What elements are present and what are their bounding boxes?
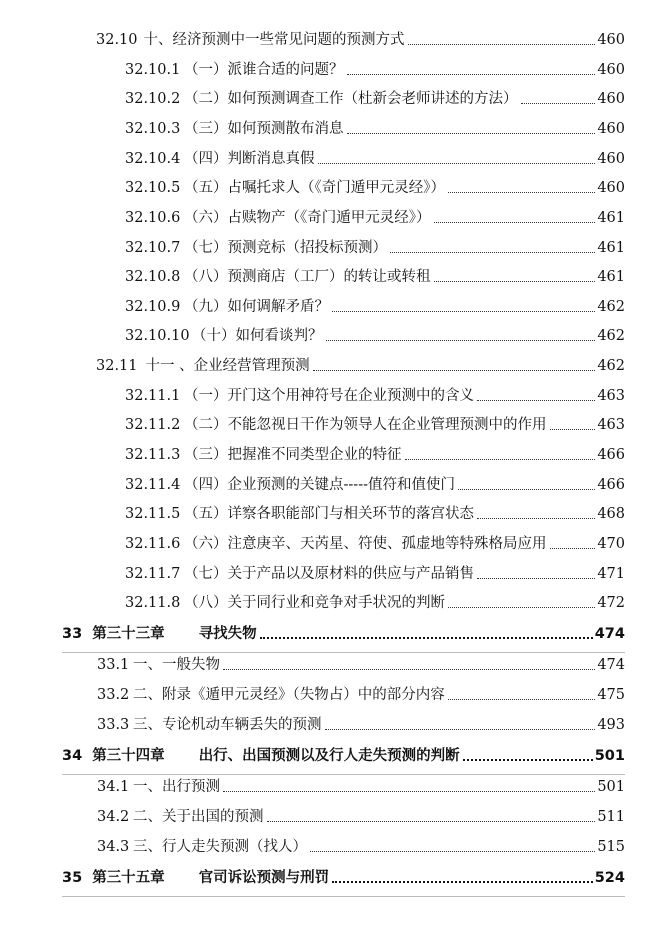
toc-entry-title: （四）企业预测的关键点-----值符和值使门 [184, 477, 455, 493]
dot-leader [313, 370, 596, 371]
toc-entry-number: 32.10.1 [125, 62, 181, 78]
dot-leader [223, 791, 595, 792]
toc-entry-title: （八）预测商店（工厂）的转让或转租 [184, 269, 431, 285]
dot-leader [390, 252, 595, 253]
toc-entry-page: 460 [597, 151, 625, 167]
toc-chapter[interactable] [62, 747, 625, 765]
toc-chapter[interactable] [62, 625, 625, 643]
toc-chapter-number: 34 [62, 748, 83, 764]
toc-entry-page: 462 [597, 358, 625, 374]
toc-entry-page: 493 [597, 717, 625, 733]
toc-entry-number: 34.1 [97, 779, 130, 795]
toc-entry-number: 32.10.8 [125, 269, 181, 285]
toc-entry-page: 461 [597, 210, 625, 226]
toc-entry-title: 三、专论机动车辆丢失的预测 [133, 717, 322, 733]
dot-leader [318, 163, 596, 164]
toc-entry-number: 33.1 [97, 657, 130, 673]
dot-leader [550, 429, 596, 430]
toc-entry[interactable] [125, 446, 625, 464]
toc-entry-number: 32.11.2 [125, 417, 181, 433]
toc-entry-title: （二）如何预测调查工作（杜新会老师讲述的方法） [184, 91, 518, 107]
toc-entry-number: 32.11.3 [125, 447, 181, 463]
toc-entry-page: 511 [597, 809, 625, 825]
toc-entry-title: 十一 、企业经营管理预测 [145, 358, 310, 374]
toc-entry-page: 501 [597, 779, 625, 795]
toc-entry-number: 32.10.3 [125, 121, 181, 137]
toc-entry-number: 32.10.4 [125, 151, 181, 167]
toc-entry-page: 474 [597, 657, 625, 673]
toc-entry-title: （十）如何看谈判？ [192, 328, 323, 344]
toc-entry-title: （三）如何预测散布消息 [184, 121, 344, 137]
toc-entry-page: 460 [597, 91, 625, 107]
toc-chapter-page: 474 [594, 626, 625, 642]
toc-entry-page: 475 [597, 687, 625, 703]
dot-leader [458, 489, 595, 490]
toc-entry-page: 466 [597, 447, 625, 463]
divider [62, 896, 625, 897]
dot-leader [267, 821, 596, 822]
toc-entry-number: 32.10.10 [125, 328, 190, 344]
toc-entry-number: 32.11.8 [125, 595, 181, 611]
toc-entry[interactable] [125, 268, 625, 286]
toc-chapter-number: 35 [62, 870, 83, 886]
toc-entry-page: 471 [597, 566, 625, 582]
toc-chapter-page: 524 [594, 870, 625, 886]
dot-leader [260, 637, 593, 639]
dot-leader [332, 881, 593, 883]
toc-chapter-title: 寻找失物 [198, 626, 257, 642]
toc-entry[interactable] [125, 416, 625, 434]
toc-entry[interactable] [125, 476, 625, 494]
toc-entry-number: 33.2 [97, 687, 130, 703]
toc-entry-title: （七）关于产品以及原材料的供应与产品销售 [184, 566, 474, 582]
dot-leader [448, 192, 595, 193]
toc-entry[interactable] [125, 387, 625, 405]
toc-chapter-number: 33 [62, 626, 83, 642]
dot-leader [347, 74, 596, 75]
toc-entry[interactable] [125, 179, 625, 197]
dot-leader [463, 759, 593, 761]
toc-chapter-label: 第三十四章 [92, 748, 165, 764]
toc-entry[interactable] [97, 716, 625, 734]
toc-entry-page: 463 [597, 388, 625, 404]
toc-entry[interactable] [97, 778, 625, 796]
toc-entry-page: 460 [597, 32, 625, 48]
toc-chapter-label: 第三十五章 [92, 870, 165, 886]
toc-entry-number: 32.11 [96, 358, 138, 374]
toc-entry[interactable] [125, 594, 625, 612]
toc-entry-title: （五）详察各职能部门与相关环节的落宫状态 [184, 506, 474, 522]
toc-entry-title: （二）不能忽视日干作为领导人在企业管理预测中的作用 [184, 417, 547, 433]
toc-entry-page: 461 [597, 240, 625, 256]
toc-entry-number: 32.11.4 [125, 477, 181, 493]
toc-chapter[interactable] [62, 869, 625, 887]
toc-entry-title: 二、关于出国的预测 [133, 809, 264, 825]
dot-leader [434, 281, 596, 282]
toc-entry[interactable] [97, 838, 625, 856]
toc-entry-page: 466 [597, 477, 625, 493]
toc-chapter-title: 官司诉讼预测与刑罚 [198, 870, 330, 886]
dot-leader [223, 669, 595, 670]
toc-entry-number: 32.11.1 [125, 388, 181, 404]
toc-entry-page: 463 [597, 417, 625, 433]
toc-entry[interactable] [125, 61, 625, 79]
toc-entry-title: 三、行人走失预测（找人） [133, 839, 307, 855]
dot-leader [550, 548, 596, 549]
toc-entry-number: 32.10.9 [125, 299, 181, 315]
toc-entry-title: （三）把握准不同类型企业的特征 [184, 447, 402, 463]
dot-leader [326, 340, 596, 341]
toc-entry-title: （七）预测竞标（招投标预测） [184, 240, 387, 256]
toc-entry[interactable] [125, 327, 625, 345]
toc-entry-title: 二、附录《遁甲元灵经》（失物占）中的部分内容 [133, 687, 445, 703]
toc-entry[interactable] [125, 505, 625, 523]
toc-chapter-title: 出行、出国预测以及行人走失预测的判断 [198, 748, 460, 764]
toc-entry-page: 462 [597, 328, 625, 344]
dot-leader [477, 400, 595, 401]
dot-leader [448, 699, 596, 700]
toc-entry-title: （一）派谁合适的问题？ [184, 62, 344, 78]
toc-entry-number: 32.10.7 [125, 240, 181, 256]
toc-entry[interactable] [125, 298, 625, 316]
dot-leader [477, 578, 595, 579]
toc-entry[interactable] [125, 535, 625, 553]
dot-leader [521, 103, 596, 104]
toc-entry[interactable] [125, 120, 625, 138]
toc-entry-title: （五）占嘱托求人（《奇门遁甲元灵经》） [184, 180, 445, 196]
toc-entry-title: （八）关于同行业和竞争对手状况的判断 [184, 595, 445, 611]
divider [62, 774, 625, 775]
toc-entry[interactable] [125, 565, 625, 583]
toc-entry-page: 460 [597, 180, 625, 196]
toc-entry-title: （六）占赎物产（《奇门遁甲元灵经》） [184, 210, 431, 226]
divider [62, 652, 625, 653]
toc-entry-number: 32.10.2 [125, 91, 181, 107]
toc-entry-page: 460 [597, 121, 625, 137]
toc-entry[interactable] [97, 808, 625, 826]
toc-entry-page: 515 [597, 839, 625, 855]
toc-entry-number: 32.10.6 [125, 210, 181, 226]
toc-entry-number: 34.2 [97, 809, 130, 825]
dot-leader [325, 729, 596, 730]
dot-leader [477, 518, 595, 519]
toc-entry[interactable] [96, 357, 625, 375]
toc-entry-number: 32.11.7 [125, 566, 181, 582]
toc-entry-title: （九）如何调解矛盾？ [184, 299, 329, 315]
toc-entry-title: （四）判断消息真假 [184, 151, 315, 167]
dot-leader [347, 133, 596, 134]
toc-entry-title: （一）开门这个用神符号在企业预测中的含义 [184, 388, 474, 404]
toc-entry[interactable] [97, 686, 625, 704]
dot-leader [332, 311, 595, 312]
toc-entry-page: 470 [597, 536, 625, 552]
dot-leader [405, 459, 596, 460]
toc-chapter-label: 第三十三章 [92, 626, 165, 642]
toc-entry-page: 461 [597, 269, 625, 285]
toc-entry-number: 32.11.5 [125, 506, 181, 522]
dot-leader [310, 851, 595, 852]
toc-chapter-page: 501 [594, 748, 625, 764]
toc-entry-page: 472 [597, 595, 625, 611]
toc-entry-title: （六）注意庚辛、天芮星、符使、孤虚地等特殊格局应用 [184, 536, 547, 552]
toc-entry-number: 34.3 [97, 839, 130, 855]
toc-entry[interactable] [125, 150, 625, 168]
toc-entry-number: 32.11.6 [125, 536, 181, 552]
toc-entry-title: 一、出行预测 [133, 779, 220, 795]
dot-leader [434, 222, 596, 223]
dot-leader [408, 44, 596, 45]
toc-entry[interactable] [125, 209, 625, 227]
toc-entry-page: 468 [597, 506, 625, 522]
toc-entry-page: 460 [597, 62, 625, 78]
toc-entry-page: 462 [597, 299, 625, 315]
toc-entry-number: 32.10 [96, 32, 138, 48]
toc-entry[interactable] [97, 656, 625, 674]
toc-entry[interactable] [125, 239, 625, 257]
dot-leader [448, 607, 595, 608]
toc-entry-title: 一、一般失物 [133, 657, 220, 673]
toc-entry[interactable] [125, 90, 625, 108]
toc-entry-number: 32.10.5 [125, 180, 181, 196]
toc-entry-number: 33.3 [97, 717, 130, 733]
toc-entry-title: 十、经济预测中一些常见问题的预测方式 [143, 32, 405, 48]
toc-entry[interactable] [96, 31, 625, 49]
